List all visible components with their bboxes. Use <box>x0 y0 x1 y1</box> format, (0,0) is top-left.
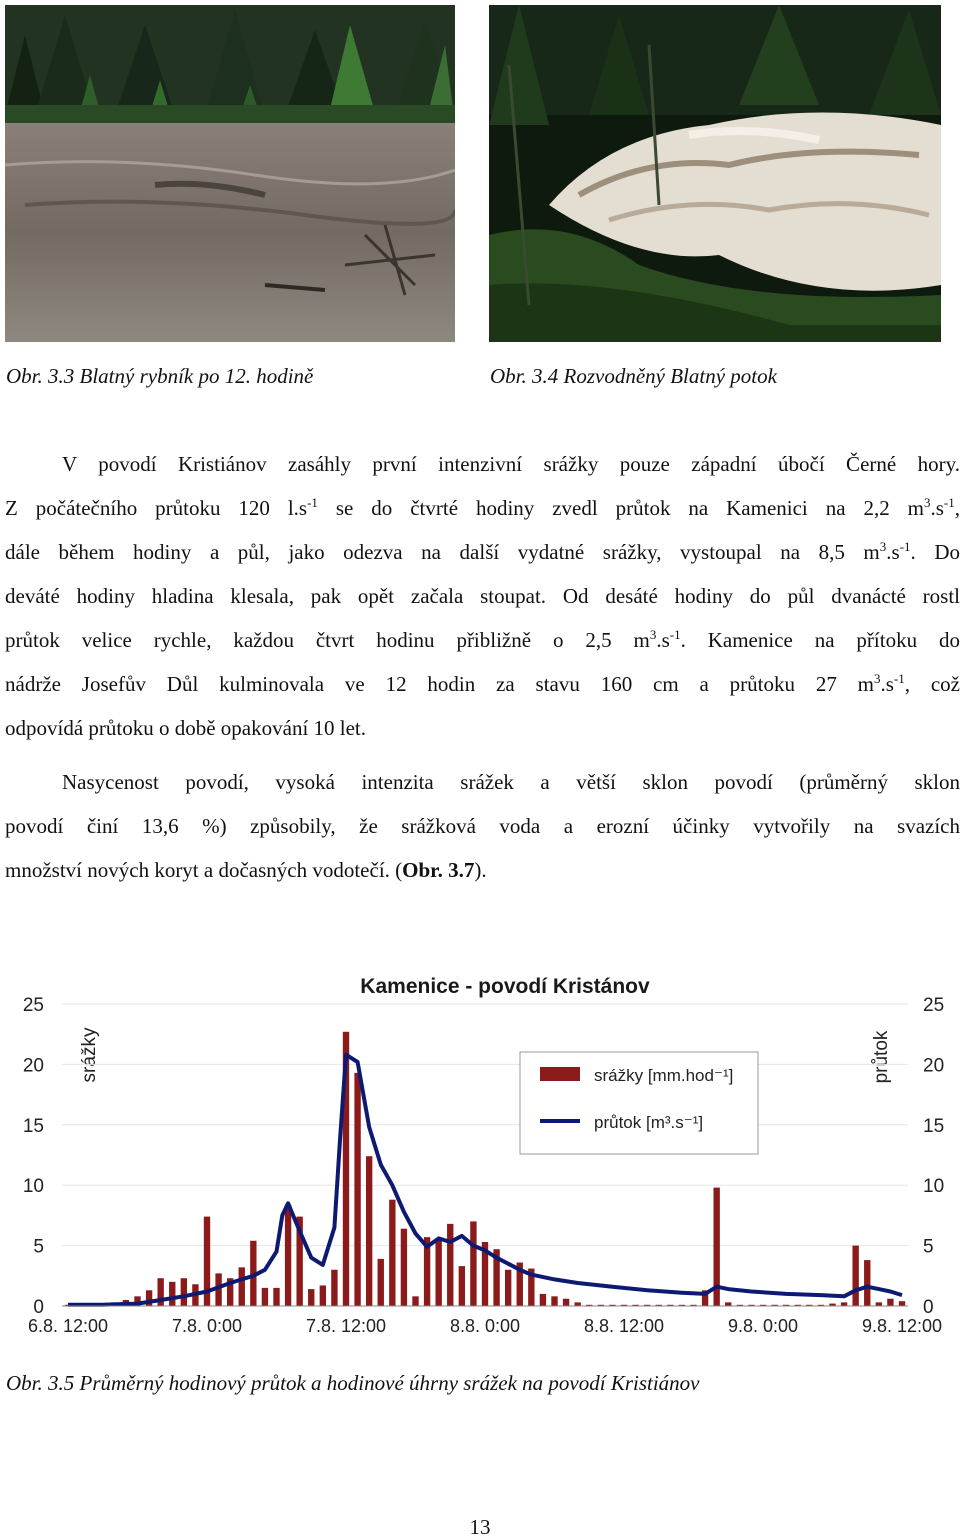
y-tick-right: 5 <box>923 1236 934 1258</box>
precipitation-bar <box>540 1294 546 1306</box>
precipitation-bar <box>447 1224 453 1306</box>
photo-flooded-pond <box>5 5 455 342</box>
precipitation-bar <box>864 1260 870 1306</box>
text-line: nádrže Josefův Důl kulminovala ve 12 hodin za stavu 160 cm a průtoku 27 $m^3.s^{-1}$, což <box>5 671 960 696</box>
precipitation-bar <box>169 1282 175 1306</box>
photo-left-caption: Obr. 3.3 Blatný rybník po 12. hodině <box>6 364 314 388</box>
x-tick-label: 7.8. 12:00 <box>305 1316 387 1336</box>
precipitation-bar <box>574 1302 580 1306</box>
legend-precipitation-swatch <box>540 1067 580 1081</box>
y-tick-left: 20 <box>22 1055 44 1077</box>
precipitation-bar <box>459 1266 465 1306</box>
text-line: průtok velice rychle, každou čtvrt hodinu přibližně o 2,5 $m^3.s^{-1}$. Kamenice na přítoku do <box>5 627 960 652</box>
precipitation-bar <box>551 1296 557 1306</box>
precipitation-bar <box>899 1301 905 1306</box>
y-tick-left: 25 <box>22 995 44 1016</box>
y-axis-right-label: průtok <box>871 1030 892 1084</box>
x-tick-label: 6.8. 12:00 <box>27 1316 109 1336</box>
y-axis-left-label: srážky <box>79 1027 100 1083</box>
precipitation-bar <box>887 1299 893 1306</box>
precipitation-bar <box>505 1270 511 1306</box>
precipitation-bar <box>470 1221 476 1306</box>
precipitation-bar <box>354 1073 360 1306</box>
text-line: odpovídá průtoku o době opakování 10 let. <box>5 716 367 740</box>
precipitation-bar <box>181 1278 187 1306</box>
text-line: množství nových koryt a dočasných vodotečí. (Obr. 3.7). <box>5 858 487 882</box>
precipitation-bar <box>273 1288 279 1306</box>
text-line: dále během hodiny a půl, jako odezva na další vydatné srážky, vystoupal na 8,5 $m^3.s^{-1}$. Do <box>5 539 960 564</box>
x-tick-label: 9.8. 12:00 <box>861 1316 943 1336</box>
precipitation-bar <box>412 1296 418 1306</box>
y-tick-right: 0 <box>923 1297 934 1318</box>
precipitation-bar <box>239 1267 245 1306</box>
legend-discharge-label: průtok [m³.s⁻¹] <box>594 1113 704 1132</box>
precipitation-bar <box>389 1200 395 1306</box>
photo-right-caption: Obr. 3.4 Rozvodněný Blatný potok <box>490 364 777 388</box>
y-tick-right: 10 <box>923 1176 945 1198</box>
precipitation-bar <box>876 1302 882 1306</box>
precipitation-bar <box>852 1246 858 1306</box>
y-tick-left: 10 <box>22 1176 44 1198</box>
precipitation-bar <box>435 1238 441 1306</box>
precipitation-bar <box>725 1302 731 1306</box>
text-line: povodí činí 13,6 %) způsobily, že srážková voda a erozní účinky vytvořily na svazích <box>5 814 960 838</box>
y-tick-left: 0 <box>33 1297 44 1318</box>
y-tick-left: 5 <box>33 1236 44 1258</box>
precipitation-bar <box>308 1289 314 1306</box>
paragraph-catchment-saturation <box>5 760 960 892</box>
x-tick-label: 9.8. 0:00 <box>727 1316 799 1336</box>
precipitation-bar <box>563 1299 569 1306</box>
y-tick-right: 25 <box>923 995 945 1016</box>
text-line: V povodí Kristiánov zasáhly první intenzivní srážky pouze západní úbočí Černé hory. <box>62 452 960 476</box>
text-line: Z počátečního průtoku 120 $l.s^{-1}$ se do čtvrté hodiny zvedl průtok na Kamenici na 2,2 $m^3.s^{-1}$, <box>5 495 960 520</box>
precipitation-bar <box>262 1288 268 1306</box>
paragraph-flood-description <box>5 442 960 750</box>
x-tick-label: 8.8. 0:00 <box>449 1316 521 1336</box>
precipitation-bar <box>401 1229 407 1306</box>
text-line: deváté hodiny hladina klesala, pak opět začala stoupat. Od desáté hodiny do půl dvanácté rostl <box>5 584 960 608</box>
x-tick-label: 7.8. 0:00 <box>171 1316 243 1336</box>
precipitation-bar <box>331 1270 337 1306</box>
y-tick-right: 15 <box>923 1115 945 1137</box>
page-number: 13 <box>469 1515 491 1539</box>
chart-title: Kamenice - povodí Kristánov <box>360 975 650 998</box>
precipitation-bar <box>378 1259 384 1306</box>
precipitation-bar <box>320 1285 326 1306</box>
y-tick-right: 20 <box>923 1055 945 1077</box>
photo-flooded-stream <box>489 5 941 342</box>
precipitation-bar <box>366 1156 372 1306</box>
legend <box>520 1052 758 1154</box>
precipitation-bar <box>841 1302 847 1306</box>
precipitation-bar <box>285 1205 291 1306</box>
legend-precipitation-label: srážky [mm.hod⁻¹] <box>594 1066 734 1085</box>
chart-caption: Obr. 3.5 Průměrný hodinový průtok a hodinové úhrny srážek na povodí Kristiánov <box>6 1371 700 1395</box>
precipitation-discharge-chart <box>0 960 960 1350</box>
x-tick-label: 8.8. 12:00 <box>583 1316 665 1336</box>
figure-reference: Obr. 3.7 <box>402 858 475 882</box>
text-line: Nasycenost povodí, vysoká intenzita srážek a větší sklon povodí (průměrný sklon <box>62 770 960 794</box>
y-tick-left: 15 <box>22 1115 44 1137</box>
